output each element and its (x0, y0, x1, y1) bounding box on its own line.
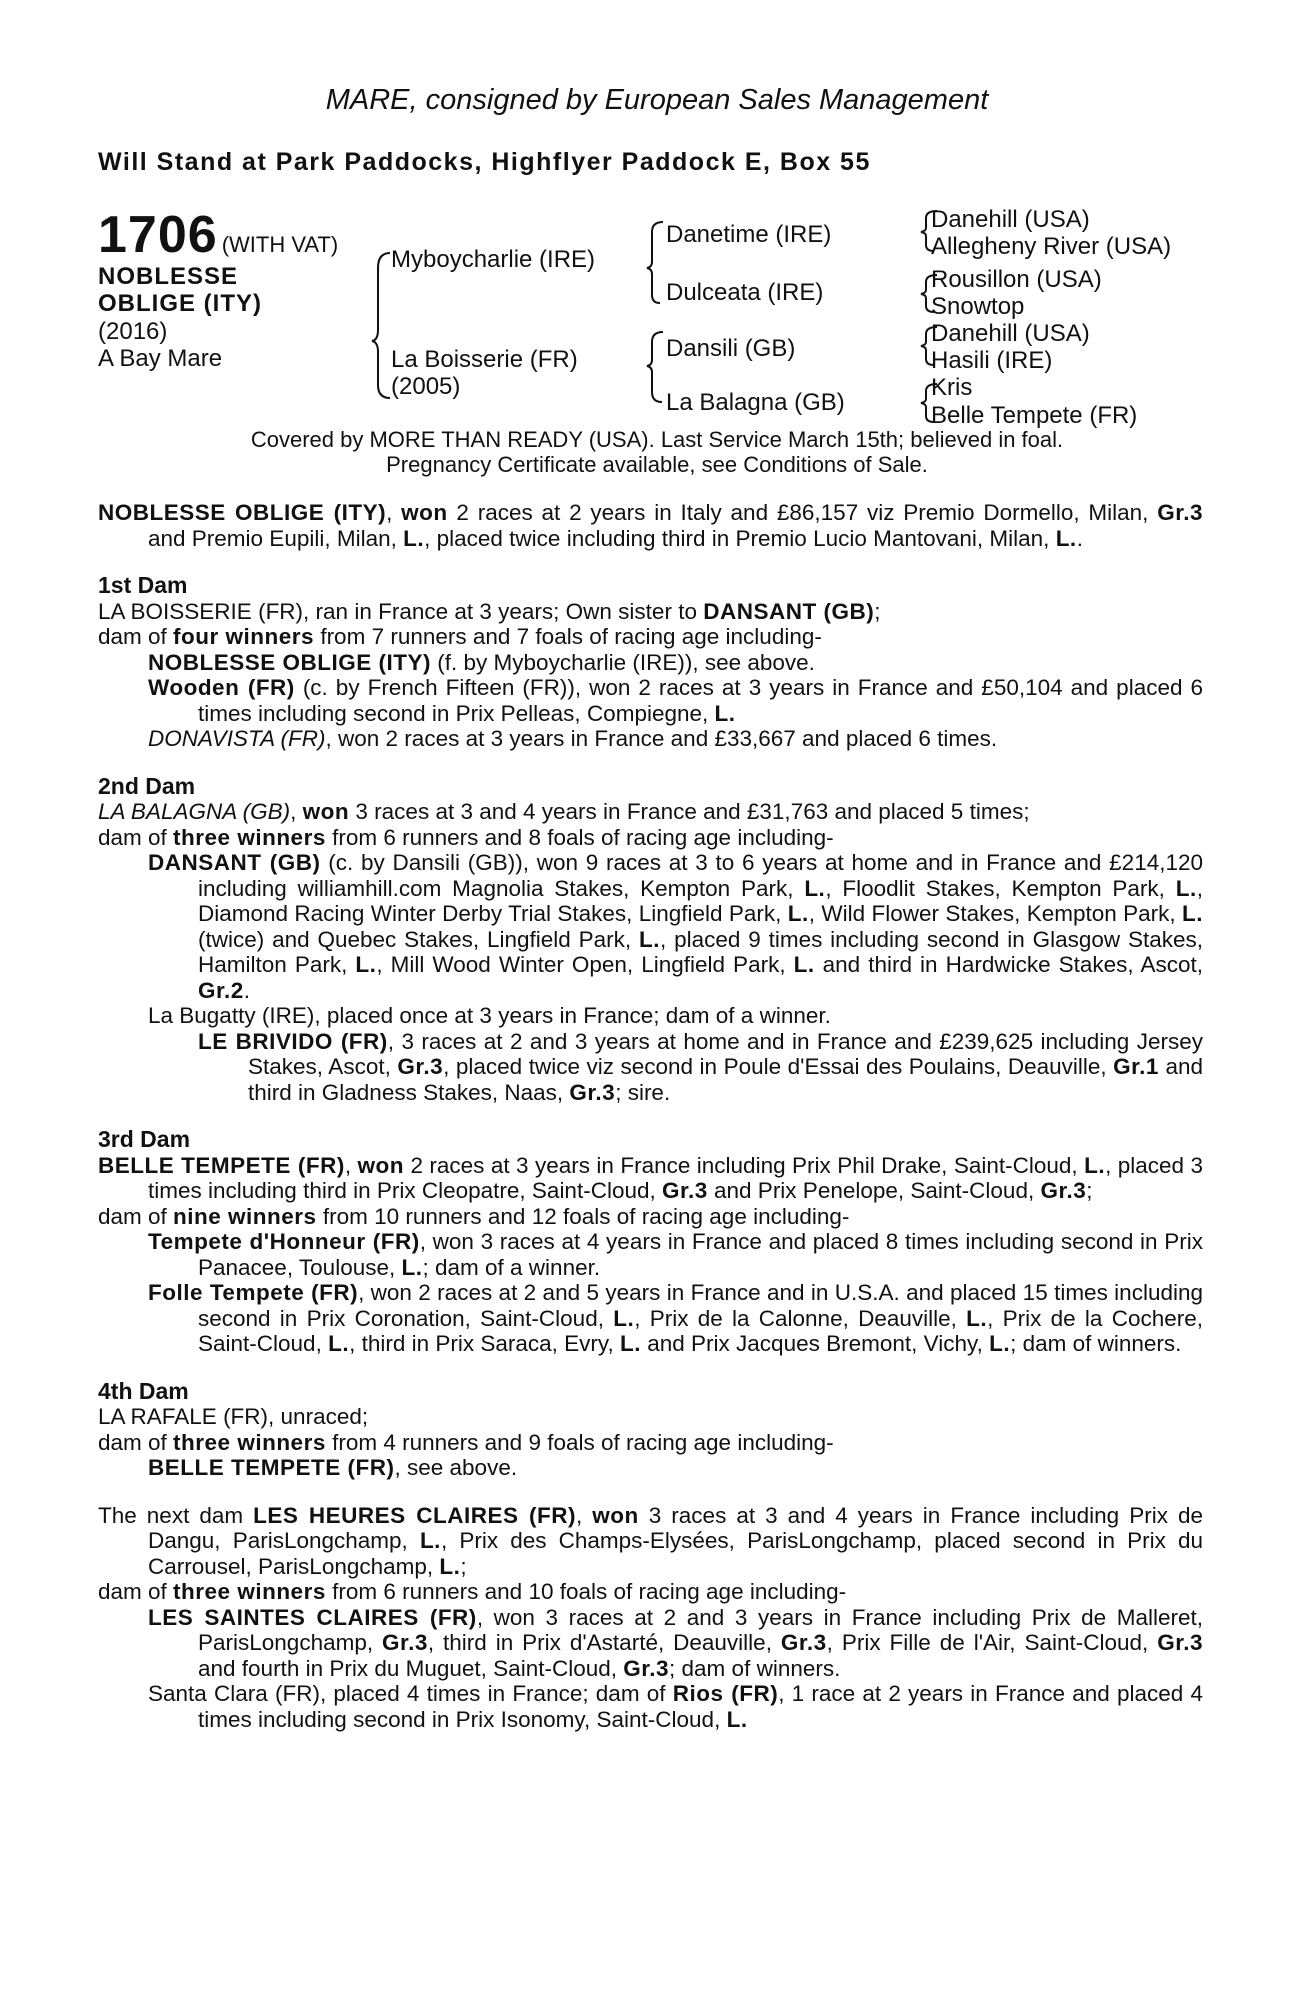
section-4th-dam (98, 1379, 1203, 1481)
pedigree-ddd: Belle Tempete (FR) (931, 402, 1138, 429)
pedigree-dam: La Boisserie (FR) (391, 346, 578, 373)
pedigree-sire-dam: Dulceata (IRE) (666, 279, 824, 306)
produce-entry: Folle Tempete (FR), won 2 races at 2 and 5 years in France and in U.S.A. and placed 15 times including second in Prix Coronation, Saint-Cloud, L., Prix de la Calonne, Deauville, L., Prix de la Cochere, Saint-Cloud, L., third in Prix Saraca, Evry, L. and Prix Jacques Bremont, Vichy, L.; dam of winners. (148, 1280, 1203, 1356)
section-title: 3rd Dam (98, 1126, 191, 1152)
pedigree-dam-year: (2005) (391, 373, 461, 400)
section-title: 2nd Dam (98, 772, 196, 799)
pedigree-sds: Rousillon (USA) (931, 266, 1102, 293)
produce-entry: DANSANT (GB) (c. by Dansili (GB)), won 9 races at 3 to 6 years at home and in France and £214,120 including williamhill.com Magnolia Stakes, Kempton Park, L., Floodlit Stakes, Kempton Park, L., Diamond Racing Winter Derby Trial Stakes, Lingfield Park, L., Wild Flower Stakes, Kempton Park, L. (twice) and Quebec Stakes, Lingfield Park, L., placed 9 times including second in Glasgow Stakes, Hamilton Park, L., Mill Wood Winter Open, Lingfield Park, L. and third in Hardwicke Stakes, Ascot, Gr.2. (148, 850, 1204, 1003)
section-1st-dam (98, 573, 1203, 752)
pedigree-dsd: Hasili (IRE) (931, 347, 1053, 374)
dam-produce-line: dam of three winners from 6 runners and 8 foals of racing age including- (98, 824, 834, 850)
vat-label: (WITH VAT) (221, 232, 339, 257)
covered-line: Covered by MORE THAN READY (USA). Last Service March 15th; believed in foal. (250, 427, 1064, 452)
pedigree-dam-dam: La Balagna (GB) (666, 389, 845, 416)
grandproduce-entry: LE BRIVIDO (FR), 3 races at 2 and 3 years at home and in France and £239,625 including Jersey Stakes, Ascot, Gr.3, placed twice viz second in Poule d'Essai des Poulains, Deauville, Gr.1 and third in Gladness Stakes, Naas, Gr.3; sire. (198, 1028, 1203, 1105)
lot-number: 1706 (98, 206, 218, 264)
pedigree-sire-sire: Danetime (IRE) (666, 221, 832, 248)
produce-entry: NOBLESSE OBLIGE (ITY) (f. by Myboycharlie (IRE)), see above. (148, 649, 815, 675)
produce-entry: LES SAINTES CLAIRES (FR), won 3 races at 2 and 3 years in France including Prix de Malleret, ParisLongchamp, Gr.3, third in Prix d'Astarté, Deauville, Gr.3, Prix Fille de l'Air, Saint-Cloud, Gr.3 and fourth in Prix du Muguet, Saint-Cloud, Gr.3; dam of winners. (148, 1604, 1203, 1681)
section-3rd-dam (98, 1127, 1203, 1357)
produce-entry: La Bugatty (IRE), placed once at 3 years in France; dam of a winner. (148, 1003, 831, 1028)
dam-line: LA RAFALE (FR), unraced; (98, 1404, 369, 1429)
pedigree-dds: Kris (931, 374, 973, 401)
pedigree-dss: Danehill (USA) (931, 320, 1090, 347)
section-title: 1st Dam (98, 572, 188, 598)
consignor-line: MARE, consigned by European Sales Management (325, 84, 989, 116)
horse-name-line-1: NOBLESSE (98, 263, 239, 290)
produce-entry: Santa Clara (FR), placed 4 times in France; dam of Rios (FR), 1 race at 2 years in France and placed 4 times including second in Prix Isonomy, Saint-Cloud, L. (148, 1681, 1203, 1732)
dam-line: The next dam LES HEURES CLAIRES (FR), won 3 races at 3 and 4 years in France including Prix de Dangu, ParisLongchamp, L., Prix des Champs-Elysées, ParisLongchamp, placed second in Prix du Carrousel, ParisLongchamp, L.; (98, 1502, 1204, 1579)
produce-entry: Tempete d'Honneur (FR), won 3 races at 4 years in France and placed 8 times including second in Prix Panacee, Toulouse, L.; dam of a winner. (148, 1229, 1203, 1280)
section-2nd-dam (98, 774, 1203, 1106)
pedigree-sire: Myboycharlie (IRE) (391, 246, 596, 273)
dam-produce-line: dam of three winners from 6 runners and 10 foals of racing age including- (98, 1579, 847, 1604)
bracket-lines (0, 0, 1314, 440)
catalogue-body (98, 500, 1203, 1732)
produce-entry: BELLE TEMPETE (FR), see above. (148, 1455, 518, 1480)
dam-produce-line: dam of nine winners from 10 runners and 12 foals of racing age including- (98, 1203, 850, 1229)
pedigree-sdd: Snowtop (931, 293, 1025, 320)
section-title: 4th Dam (98, 1377, 189, 1404)
dam-produce-line: dam of four winners from 7 runners and 7 foals of racing age including- (98, 624, 822, 649)
stand-location: Will Stand at Park Paddocks, Highflyer Paddock E, Box 55 (98, 148, 871, 176)
section-next-dam (98, 1503, 1203, 1733)
dam-produce-line: dam of three winners from 4 runners and 9 foals of racing age including- (98, 1429, 834, 1455)
dam-line: BELLE TEMPETE (FR), won 2 races at 3 years in France including Prix Phil Drake, Saint-Cloud, L., placed 3 times including third in Prix Cleopatre, Saint-Cloud, Gr.3 and Prix Penelope, Saint-Cloud, Gr.3; (98, 1152, 1203, 1203)
intro-paragraph: NOBLESSE OBLIGE (ITY), won 2 races at 2 years in Italy and £86,157 viz Premio Dormello, Milan, Gr.3 and Premio Eupili, Milan, L., placed twice including third in Premio Lucio Mantovani, Milan, L.. (98, 500, 1203, 551)
pedigree-ssd: Allegheny River (USA) (931, 233, 1172, 260)
produce-entry: Wooden (FR) (c. by French Fifteen (FR)), won 2 races at 3 years in France and £50,104 and placed 6 times including second in Prix Pelleas, Compiegne, L. (148, 675, 1203, 726)
dam-line: LA BALAGNA (GB), won 3 races at 3 and 4 years in France and £31,763 and placed 5 times; (98, 799, 1030, 824)
horse-description: A Bay Mare (98, 345, 223, 372)
dam-line: LA BOISSERIE (FR), ran in France at 3 years; Own sister to DANSANT (GB); (98, 598, 881, 624)
pedigree-dam-sire: Dansili (GB) (666, 335, 796, 362)
horse-name-line-2: OBLIGE (ITY) (98, 290, 262, 317)
produce-entry: DONAVISTA (FR), won 2 races at 3 years in France and £33,667 and placed 6 times. (148, 726, 998, 751)
pedigree-sss: Danehill (USA) (931, 206, 1090, 233)
pregnancy-certificate-line: Pregnancy Certificate available, see Conditions of Sale. (386, 452, 928, 477)
foaling-year: (2016) (98, 318, 168, 345)
